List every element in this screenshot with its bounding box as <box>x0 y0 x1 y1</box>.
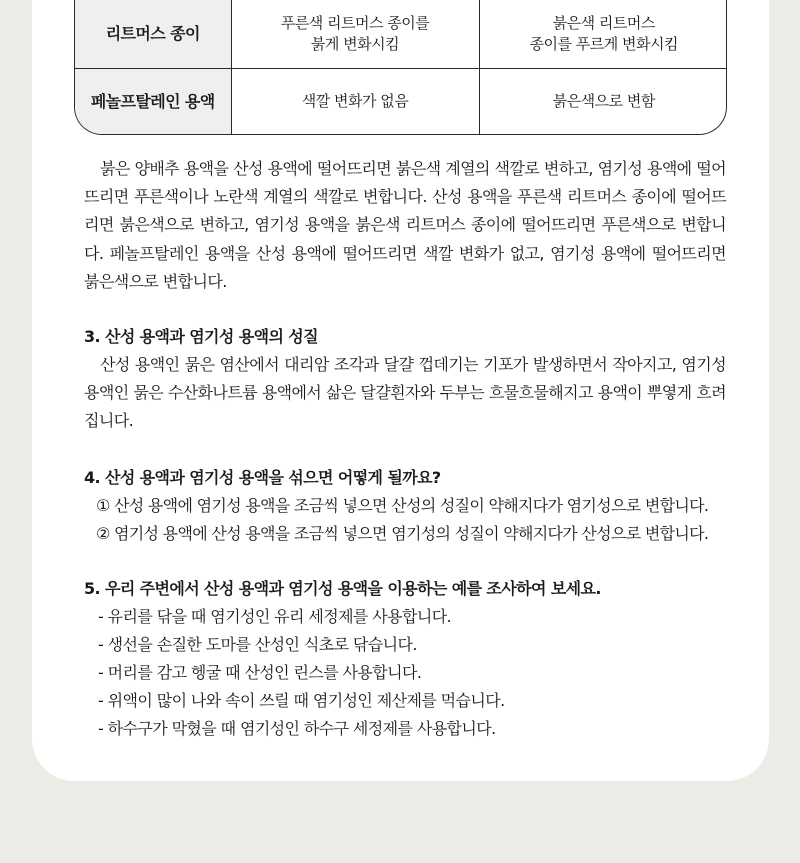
list-item: - 생선을 손질한 도마를 산성인 식초로 닦습니다. <box>98 635 417 654</box>
row-label: 페놀프탈레인 용액 <box>75 69 231 134</box>
list-item: - 하수구가 막혔을 때 염기성인 하수구 세정제를 사용합니다. <box>98 719 496 738</box>
intro-paragraph: 붉은 양배추 용액을 산성 용액에 떨어뜨리면 붉은색 계열의 색깔로 변하고, 염기성 용액에 떨어뜨리면 푸른색이나 노란색 계열의 색깔로 변합니다. 산성 용액을 푸른색 리트머스 종이에 떨어뜨리면 붉은색으로 변하고, 염기성 용액을 붉은색 리트머스 종이에 떨어뜨리면 푸른색으로 변합니다. 페놀프탈레인 용액을 산성 용액에 떨어뜨리면 색깔 변화가 없고, 염기성 용액에 떨어뜨리면 붉은색으로 변합니다. <box>84 159 726 291</box>
row-label: 리트머스 종이 <box>75 0 231 69</box>
base-cell: 붉은색 리트머스 종이를 푸르게 변화시킴 <box>479 0 727 69</box>
list-item: - 유리를 닦을 때 염기성인 유리 세정제를 사용합니다. <box>98 607 452 626</box>
intro-section <box>84 155 726 296</box>
section-3-text: 산성 용액인 묽은 염산에서 대리암 조각과 달걀 껍데기는 기포가 발생하면서 작아지고, 염기성 용액인 묽은 수산화나트륨 용액에서 삶은 달걀흰자와 두부는 흐물흐물해지고 용액이 뿌옇게 흐려집니다. <box>84 355 726 431</box>
acid-cell: 푸른색 리트머스 종이를 붉게 변화시킴 <box>231 0 479 69</box>
list-item: - 머리를 감고 헹굴 때 산성인 린스를 사용합니다. <box>98 663 422 682</box>
base-cell: 붉은색으로 변함 <box>479 69 727 134</box>
section-3-title: 3. 산성 용액과 염기성 용액의 성질 <box>84 327 318 346</box>
table-row <box>75 69 727 134</box>
list-item: - 위액이 많이 나와 속이 쓰릴 때 염기성인 제산제를 먹습니다. <box>98 691 505 710</box>
indicator-table <box>74 0 727 135</box>
section-4 <box>84 464 726 548</box>
table-row <box>75 0 727 69</box>
list-item: ② 염기성 용액에 산성 용액을 조금씩 넣으면 염기성의 성질이 약해지다가 산성으로 변합니다. <box>96 524 709 543</box>
list-item: ① 산성 용액에 염기성 용액을 조금씩 넣으면 산성의 성질이 약해지다가 염기성으로 변합니다. <box>96 496 709 515</box>
section-3 <box>84 323 726 436</box>
acid-cell: 색깔 변화가 없음 <box>231 69 479 134</box>
content-card <box>32 0 769 781</box>
section-5-title: 5. 우리 주변에서 산성 용액과 염기성 용액을 이용하는 예를 조사하여 보세요. <box>84 579 601 598</box>
indicator-table-grid <box>75 0 727 134</box>
section-5 <box>84 575 726 743</box>
section-4-title: 4. 산성 용액과 염기성 용액을 섞으면 어떻게 될까요? <box>84 468 441 487</box>
